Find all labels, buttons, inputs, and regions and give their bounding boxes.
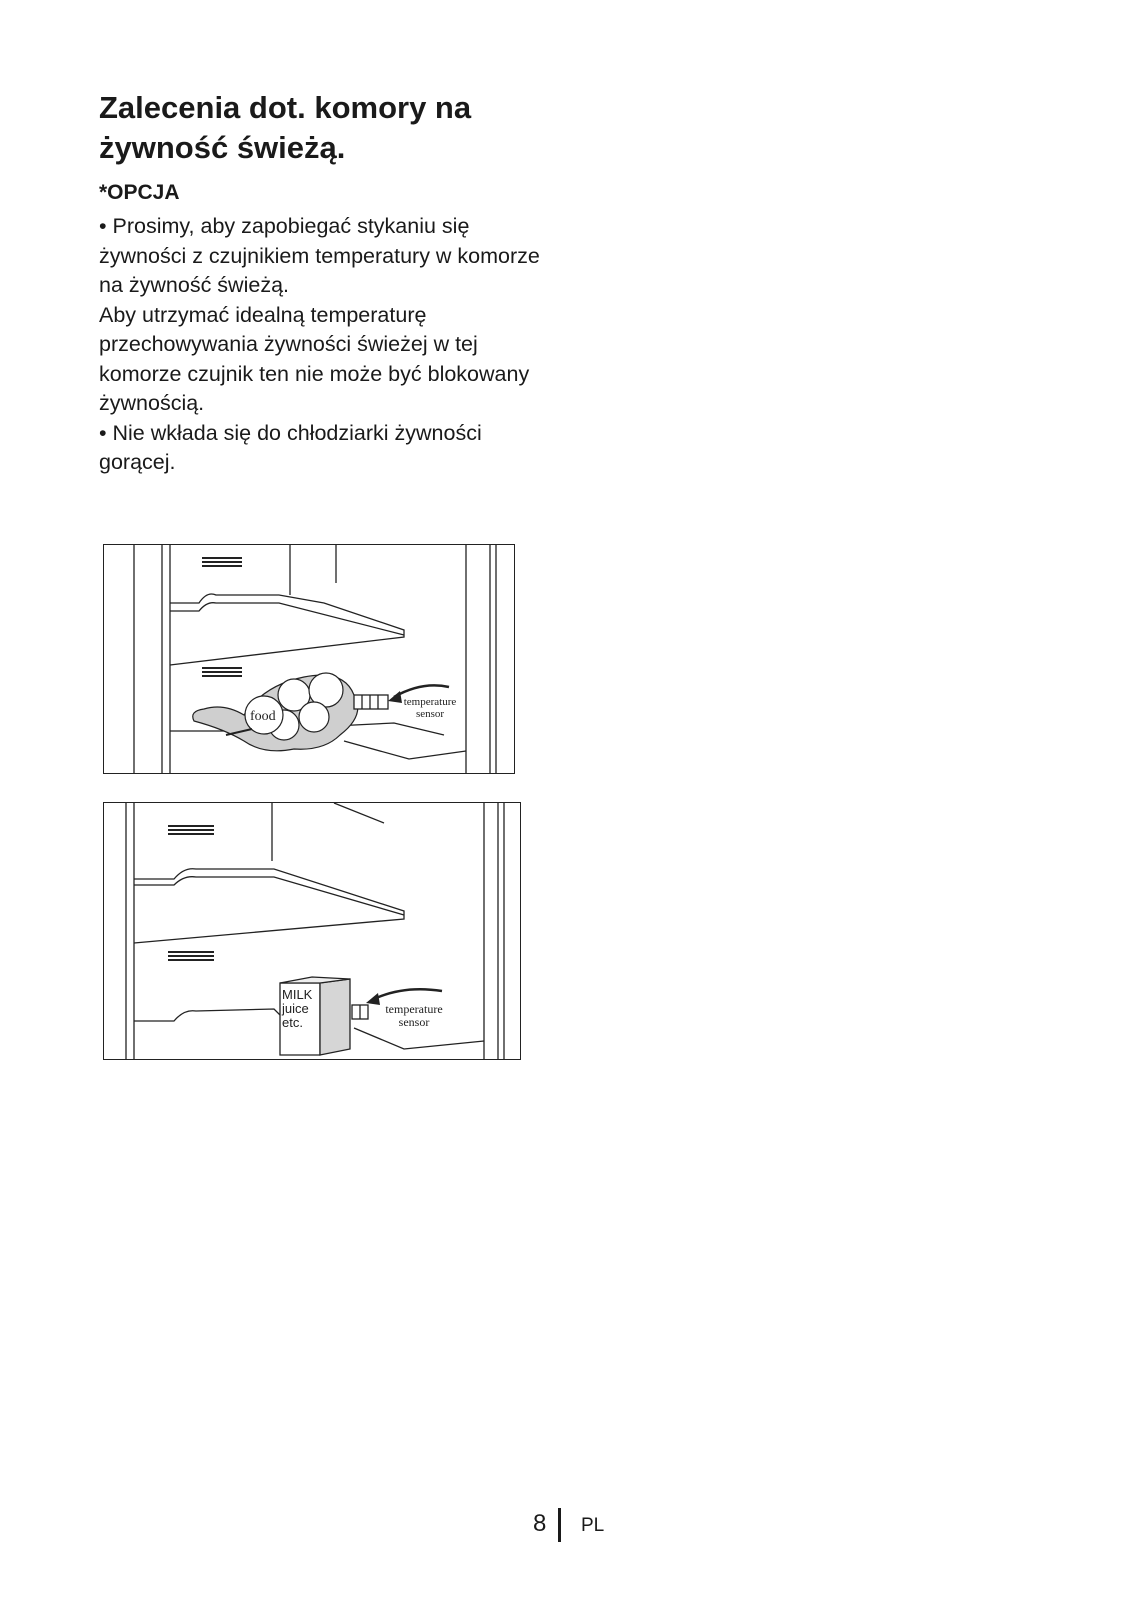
vent-upper	[168, 825, 214, 835]
vent-lower	[202, 667, 242, 677]
page-number: 8	[533, 1510, 547, 1537]
sensor-label-line2: sensor	[415, 708, 445, 720]
carton-label-line2: juice	[282, 1001, 309, 1016]
sensor-label-line1: temperature	[385, 1002, 443, 1016]
sensor-label-line1: temperature	[403, 696, 457, 708]
footer-divider	[558, 1508, 561, 1542]
language-code: PL	[581, 1515, 605, 1536]
sensor-label-line2: sensor	[398, 1015, 430, 1029]
page-title	[99, 88, 559, 168]
figure-food-sensor	[103, 544, 515, 774]
option-label: *OPCJA	[99, 181, 180, 204]
figure-food-sensor-drawing	[104, 545, 514, 773]
figure-carton-sensor	[103, 802, 521, 1060]
paragraph-hot-food: • Nie wkłada się do chłodziarki żywności gorącej.	[99, 420, 482, 474]
paragraph-ideal-temperature: Aby utrzymać idealną temperaturę przechowywania żywności świeżej w tej komorze czujnik ten nie może być blokowany żywnością.	[99, 302, 530, 415]
paragraph-sensor-contact: • Prosimy, aby zapobiegać stykaniu się żywności z czujnikiem temperatury w komorze na żywność świeżą.	[99, 214, 540, 297]
temperature-sensor-icon	[352, 1005, 368, 1019]
food-label: food	[250, 709, 276, 724]
vent-upper	[202, 557, 242, 567]
temperature-sensor-icon	[354, 695, 388, 709]
vent-lower	[168, 951, 214, 961]
figure-carton-sensor-drawing	[104, 803, 520, 1059]
carton-label-line3: etc.	[282, 1015, 303, 1030]
page-title-line1: Zalecenia dot. komory na	[99, 90, 472, 125]
carton-label-line1: MILK	[282, 987, 313, 1002]
body-text	[99, 212, 559, 478]
page-title-line2: żywność świeżą.	[99, 130, 346, 165]
